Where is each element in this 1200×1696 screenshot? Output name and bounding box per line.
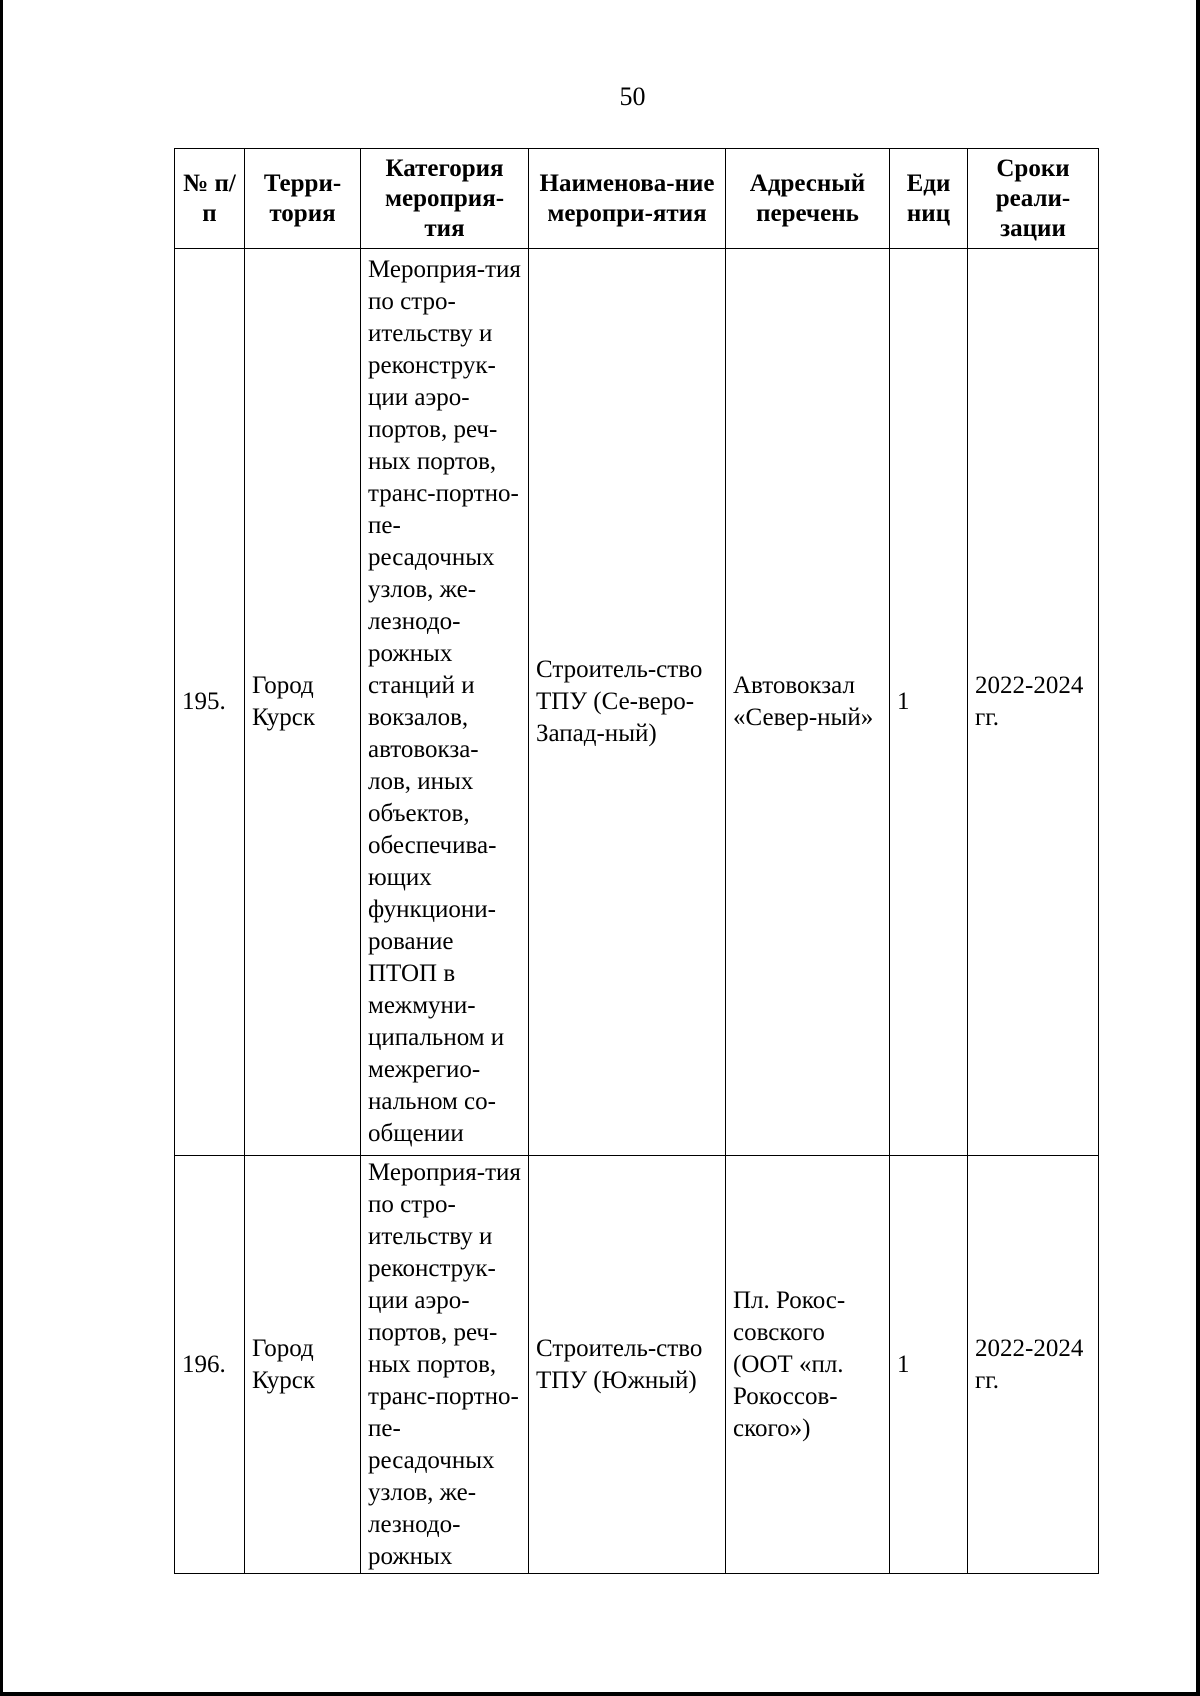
table-header-row (175, 149, 1099, 249)
row-category: Мероприя-тия по стро-ительству и реконструк-ции аэро-портов, реч-ных портов, транс-портно-пе-ресадочных узлов, же-лезнодо-рожных станций и вокзалов, автовокза-лов, иных объектов, обеспечива-ющих функциони-рование ПТОП в межмуни-ципальном и межрегио-нальном со-общении (361, 249, 529, 1156)
page-frame-bottom (0, 1692, 1200, 1696)
row-address: Пл. Рокос-совского (ООТ «пл. Рокоссов-ского») (726, 1156, 890, 1574)
header-event-name: Наименова-ние меропри-ятия (529, 149, 726, 249)
row-event-name: Строитель-ство ТПУ (Се-веро-Запад-ный) (529, 249, 726, 1156)
table-row (175, 1156, 1099, 1574)
row-units: 1 (890, 1156, 968, 1574)
header-territory: Терри-тория (245, 149, 361, 249)
header-category: Категория мероприя-тия (361, 149, 529, 249)
header-number: № п/п (175, 149, 245, 249)
row-term: 2022-2024 гг. (968, 249, 1099, 1156)
row-event-name: Строитель-ство ТПУ (Южный) (529, 1156, 726, 1574)
row-number: 196. (175, 1156, 245, 1574)
row-territory: Город Курск (245, 249, 361, 1156)
row-address: Автовокзал «Север-ный» (726, 249, 890, 1156)
row-number: 195. (175, 249, 245, 1156)
table-row (175, 249, 1099, 1156)
page-number: 50 (619, 82, 646, 111)
page-frame-right (1196, 0, 1200, 1696)
row-term: 2022-2024 гг. (968, 1156, 1099, 1574)
row-units: 1 (890, 249, 968, 1156)
header-address-list: Адресный перечень (726, 149, 890, 249)
row-category: Мероприя-тия по стро-ительству и реконструк-ции аэро-портов, реч-ных портов, транс-портно-пе-ресадочных узлов, же-лезнодо-рожных (361, 1156, 529, 1574)
header-units: Еди ниц (890, 149, 968, 249)
events-table (174, 148, 1099, 1574)
header-terms: Сроки реали-зации (968, 149, 1099, 249)
row-territory: Город Курск (245, 1156, 361, 1574)
page-frame-left (0, 0, 3, 1696)
